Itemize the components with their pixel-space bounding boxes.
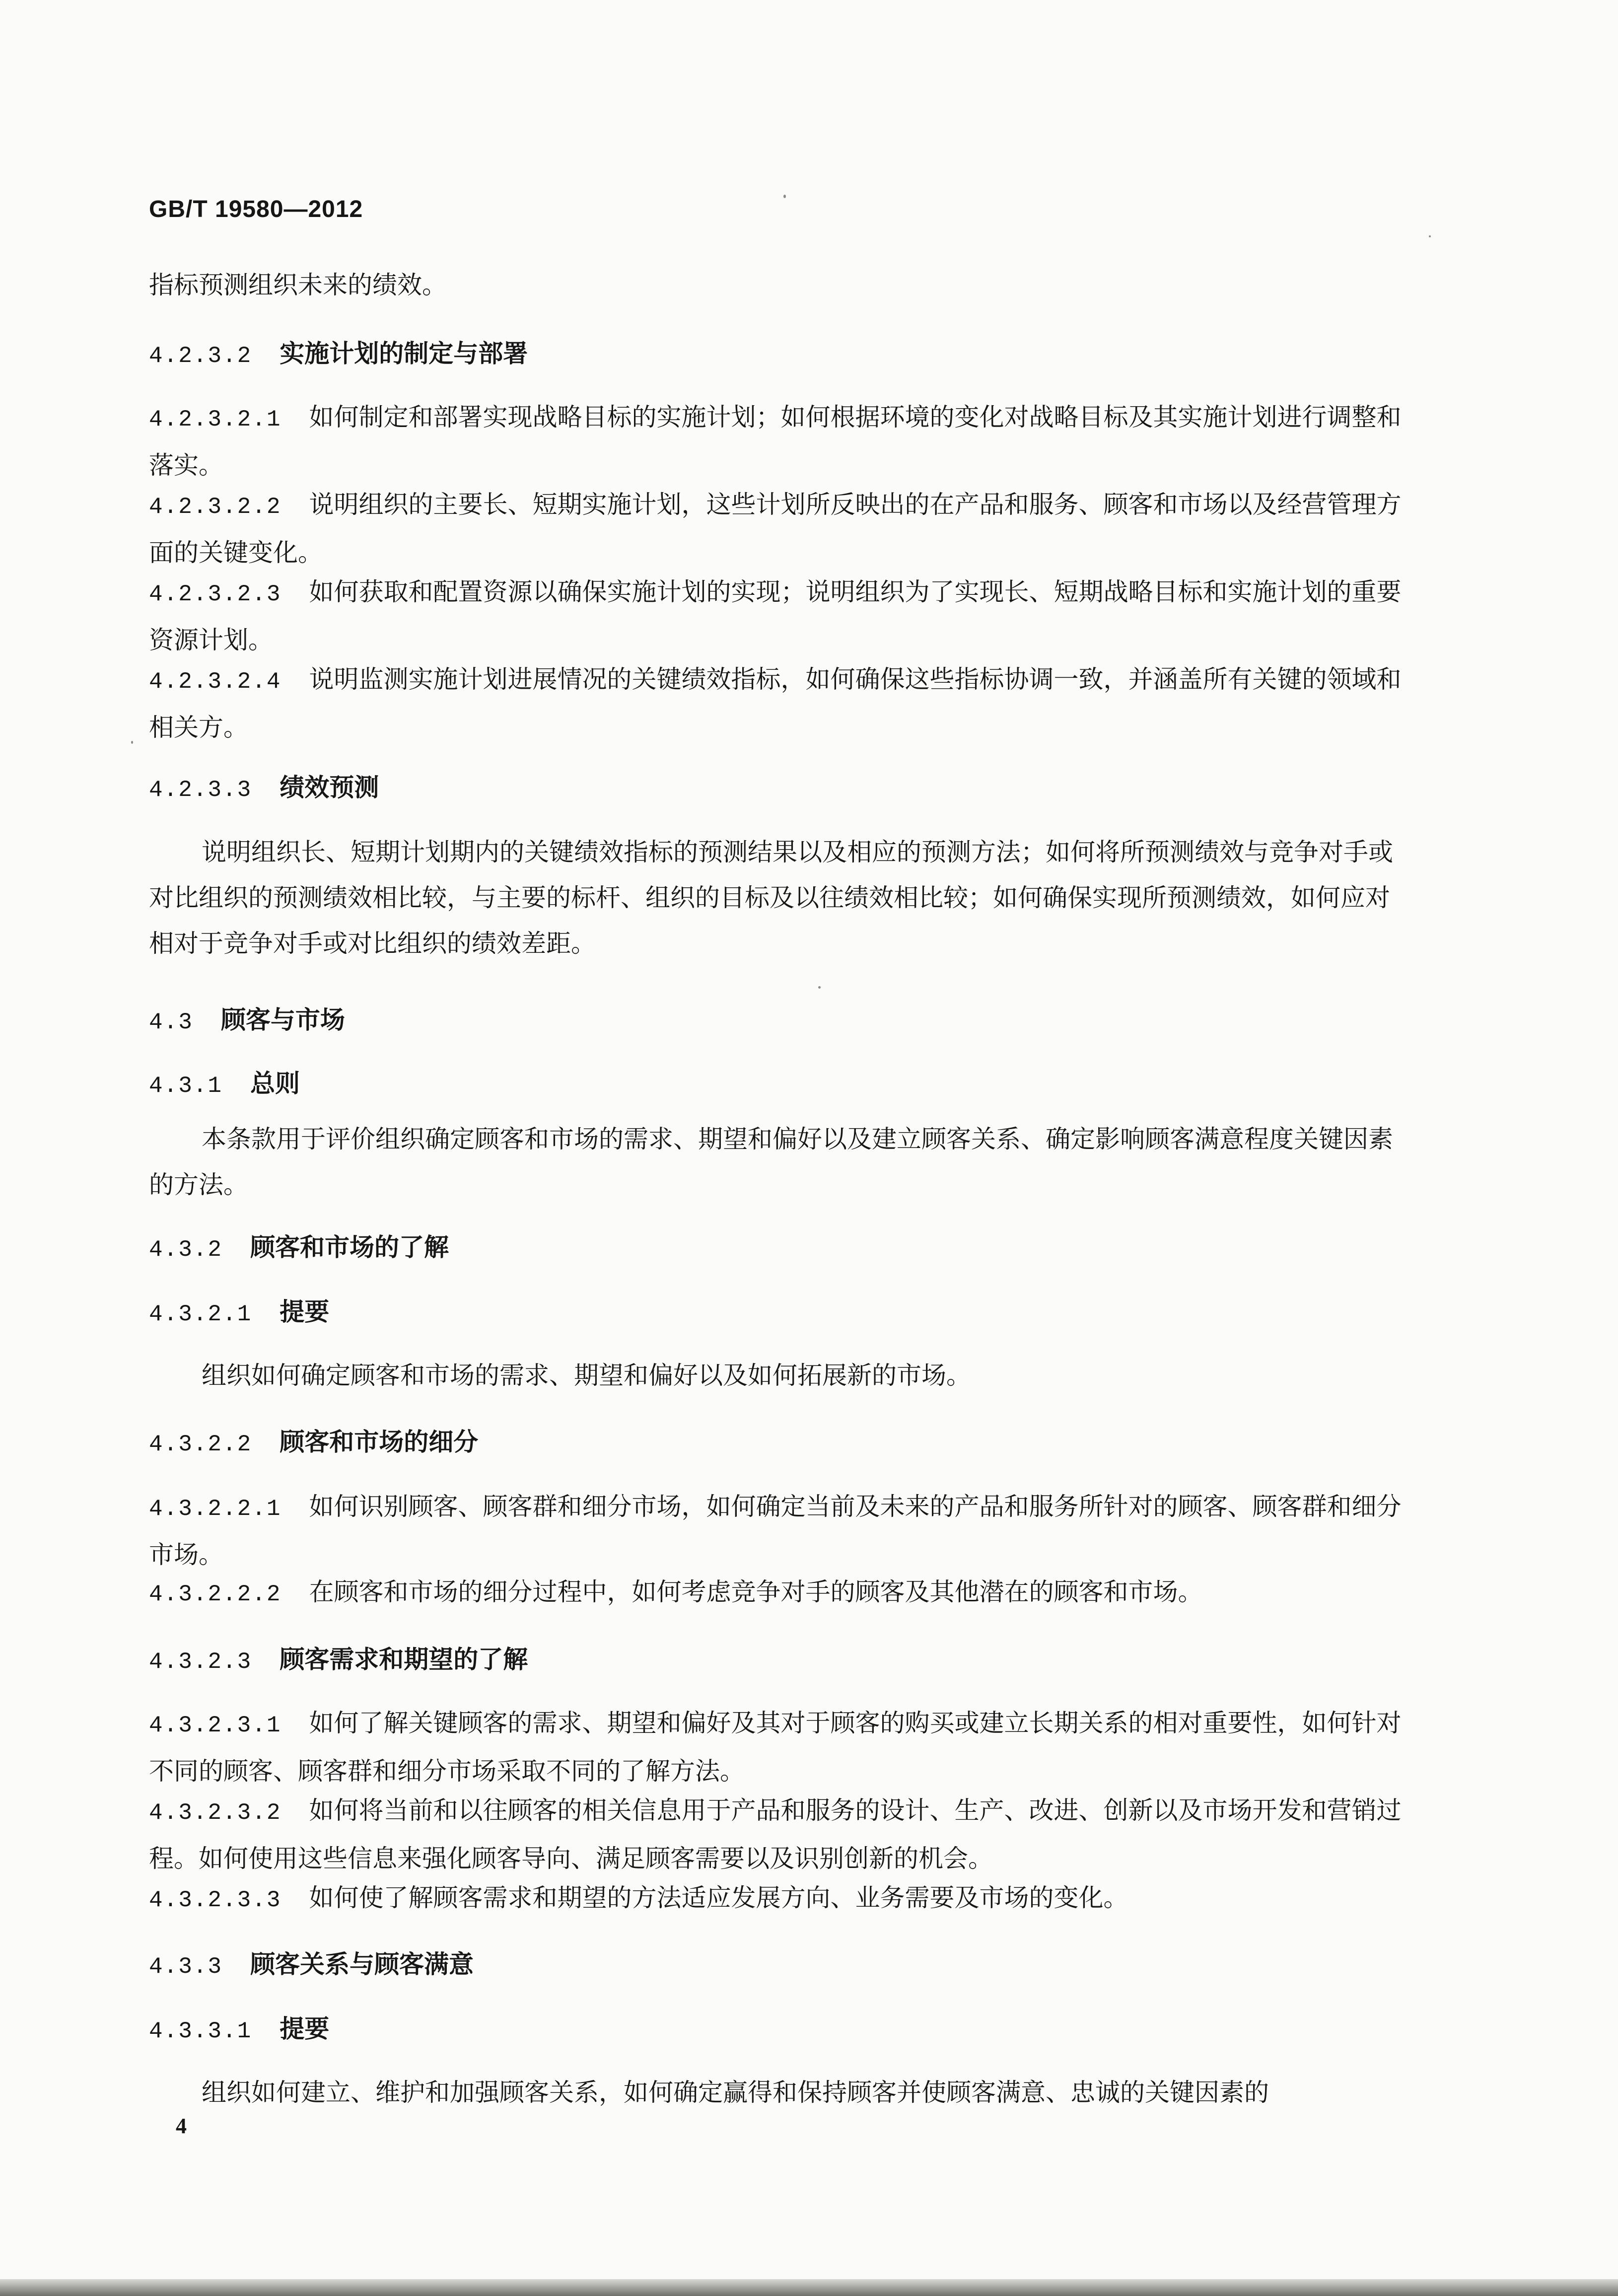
clause-4-3-2-3-3	[149, 1875, 1414, 1923]
clause-number: 4.3.2.3.3	[149, 1887, 281, 1913]
clause-text: 如何使了解顾客需求和期望的方法适应发展方向、业务需要及市场的变化。	[309, 1883, 1128, 1912]
paragraph-4-3-3-1: 组织如何建立、维护和加强顾客关系，如何确定赢得和保持顾客并使顾客满意、忠诚的关键因素的	[202, 2078, 1269, 2107]
clause-title: 提要	[280, 2014, 330, 2043]
clause-4-3-2-3-2	[149, 1788, 1414, 1881]
page-number: 4	[176, 2114, 187, 2138]
clause-number: 4.3.2.2.1	[149, 1496, 281, 1522]
clause-number: 4.3.2.2	[149, 1432, 252, 1457]
heading-4-3	[149, 997, 345, 1045]
paragraph-4-3-2-1: 组织如何确定顾客和市场的需求、期望和偏好以及如何拓展新的市场。	[202, 1361, 971, 1390]
clause-number: 4.3.2.3.1	[149, 1713, 281, 1738]
clause-number: 4.2.3.2.2	[149, 494, 281, 520]
clause-text: 在顾客和市场的细分过程中，如何考虑竞争对手的顾客及其他潜在的顾客和市场。	[309, 1578, 1203, 1606]
scan-speck	[131, 741, 133, 744]
clause-4-3-2-2-1	[149, 1484, 1414, 1578]
heading-4-2-3-3	[149, 765, 379, 813]
heading-4-3-3-1	[149, 2006, 329, 2054]
clause-number: 4.3.2.3.2	[149, 1800, 281, 1826]
clause-4-2-3-2-2	[149, 482, 1414, 575]
clause-text: 说明组织的主要长、短期实施计划，这些计划所反映出的在产品和服务、顾客和市场以及经营管理方面的关键变化。	[149, 490, 1402, 567]
clause-4-3-2-2-2	[149, 1569, 1414, 1617]
clause-title: 顾客和市场的细分	[280, 1428, 479, 1456]
heading-4-3-2-2	[149, 1419, 478, 1467]
scan-bottom-edge	[0, 2279, 1618, 2296]
clause-number: 4.2.3.2.3	[149, 581, 281, 607]
paragraph-4-2-3-3: 说明组织长、短期计划期内的关键绩效指标的预测结果以及相应的预测方法；如何将所预测绩效与竞争对手或对比组织的预测绩效相比较，与主要的标杆、组织的目标及以往绩效相比较；如何确保实现所预测绩效，如何应对相对于竞争对手或对比组织的绩效差距。	[149, 838, 1393, 958]
clause-4-2-3-2-1	[149, 394, 1414, 488]
clause-number: 4.3.3.1	[149, 2018, 252, 2044]
clause-number: 4.3.1	[149, 1073, 223, 1099]
clause-number: 4.2.3.2.4	[149, 669, 281, 695]
heading-4-3-1	[149, 1061, 300, 1109]
heading-4-3-2	[149, 1224, 449, 1273]
clause-text: 说明监测实施计划进展情况的关键绩效指标，如何确保这些指标协调一致，并涵盖所有关键的领域和相关方。	[149, 665, 1402, 742]
clause-text: 如何获取和配置资源以确保实施计划的实现；说明组织为了实现长、短期战略目标和实施计划的重要资源计划。	[149, 577, 1402, 654]
heading-4-3-3	[149, 1941, 474, 1990]
clause-title: 顾客关系与顾客满意	[250, 1950, 474, 1979]
clause-title: 总则	[250, 1069, 300, 1098]
scan-speck	[1429, 235, 1431, 237]
clause-4-2-3-2-4	[149, 656, 1414, 750]
clause-4-2-3-2-3	[149, 569, 1414, 663]
clause-number: 4.3	[149, 1009, 193, 1035]
clause-4-3-2-3-1	[149, 1700, 1414, 1794]
clause-number: 4.3.2.1	[149, 1301, 252, 1327]
clause-title: 实施计划的制定与部署	[280, 339, 528, 368]
clause-title: 顾客和市场的了解	[250, 1233, 449, 1262]
clause-text: 如何制定和部署实现战略目标的实施计划；如何根据环境的变化对战略目标及其实施计划进行调整和落实。	[149, 403, 1402, 480]
heading-4-3-2-1	[149, 1289, 329, 1337]
clause-title: 顾客需求和期望的了解	[280, 1645, 528, 1674]
clause-text: 如何将当前和以往顾客的相关信息用于产品和服务的设计、生产、改进、创新以及市场开发和营销过程。如何使用这些信息来强化顾客导向、满足顾客需要以及识别创新的机会。	[149, 1796, 1402, 1873]
clause-text: 如何了解关键顾客的需求、期望和偏好及其对于顾客的购买或建立长期关系的相对重要性，如何针对不同的顾客、顾客群和细分市场采取不同的了解方法。	[149, 1709, 1402, 1786]
scan-speck	[818, 986, 821, 989]
clause-text: 如何识别顾客、顾客群和细分市场，如何确定当前及未来的产品和服务所针对的顾客、顾客群和细分市场。	[149, 1492, 1402, 1569]
clause-number: 4.3.2.3	[149, 1649, 252, 1675]
clause-title: 绩效预测	[280, 773, 379, 802]
standard-code: GB/T 19580—2012	[149, 196, 363, 222]
paragraph-continuation: 指标预测组织未来的绩效。	[149, 271, 447, 299]
paragraph-4-3-1: 本条款用于评价组织确定顾客和市场的需求、期望和偏好以及建立顾客关系、确定影响顾客满意程度关键因素的方法。	[149, 1125, 1393, 1199]
clause-number: 4.2.3.3	[149, 777, 252, 803]
heading-4-3-2-3	[149, 1637, 528, 1685]
heading-4-2-3-2	[149, 331, 528, 379]
clause-title: 顾客与市场	[220, 1005, 345, 1034]
clause-title: 提要	[280, 1297, 330, 1326]
scan-speck	[783, 195, 786, 198]
clause-number: 4.3.2	[149, 1237, 223, 1263]
clause-number: 4.3.3	[149, 1954, 223, 1980]
clause-number: 4.2.3.2.1	[149, 407, 281, 432]
clause-number: 4.2.3.2	[149, 343, 252, 369]
clause-number: 4.3.2.2.2	[149, 1581, 281, 1607]
